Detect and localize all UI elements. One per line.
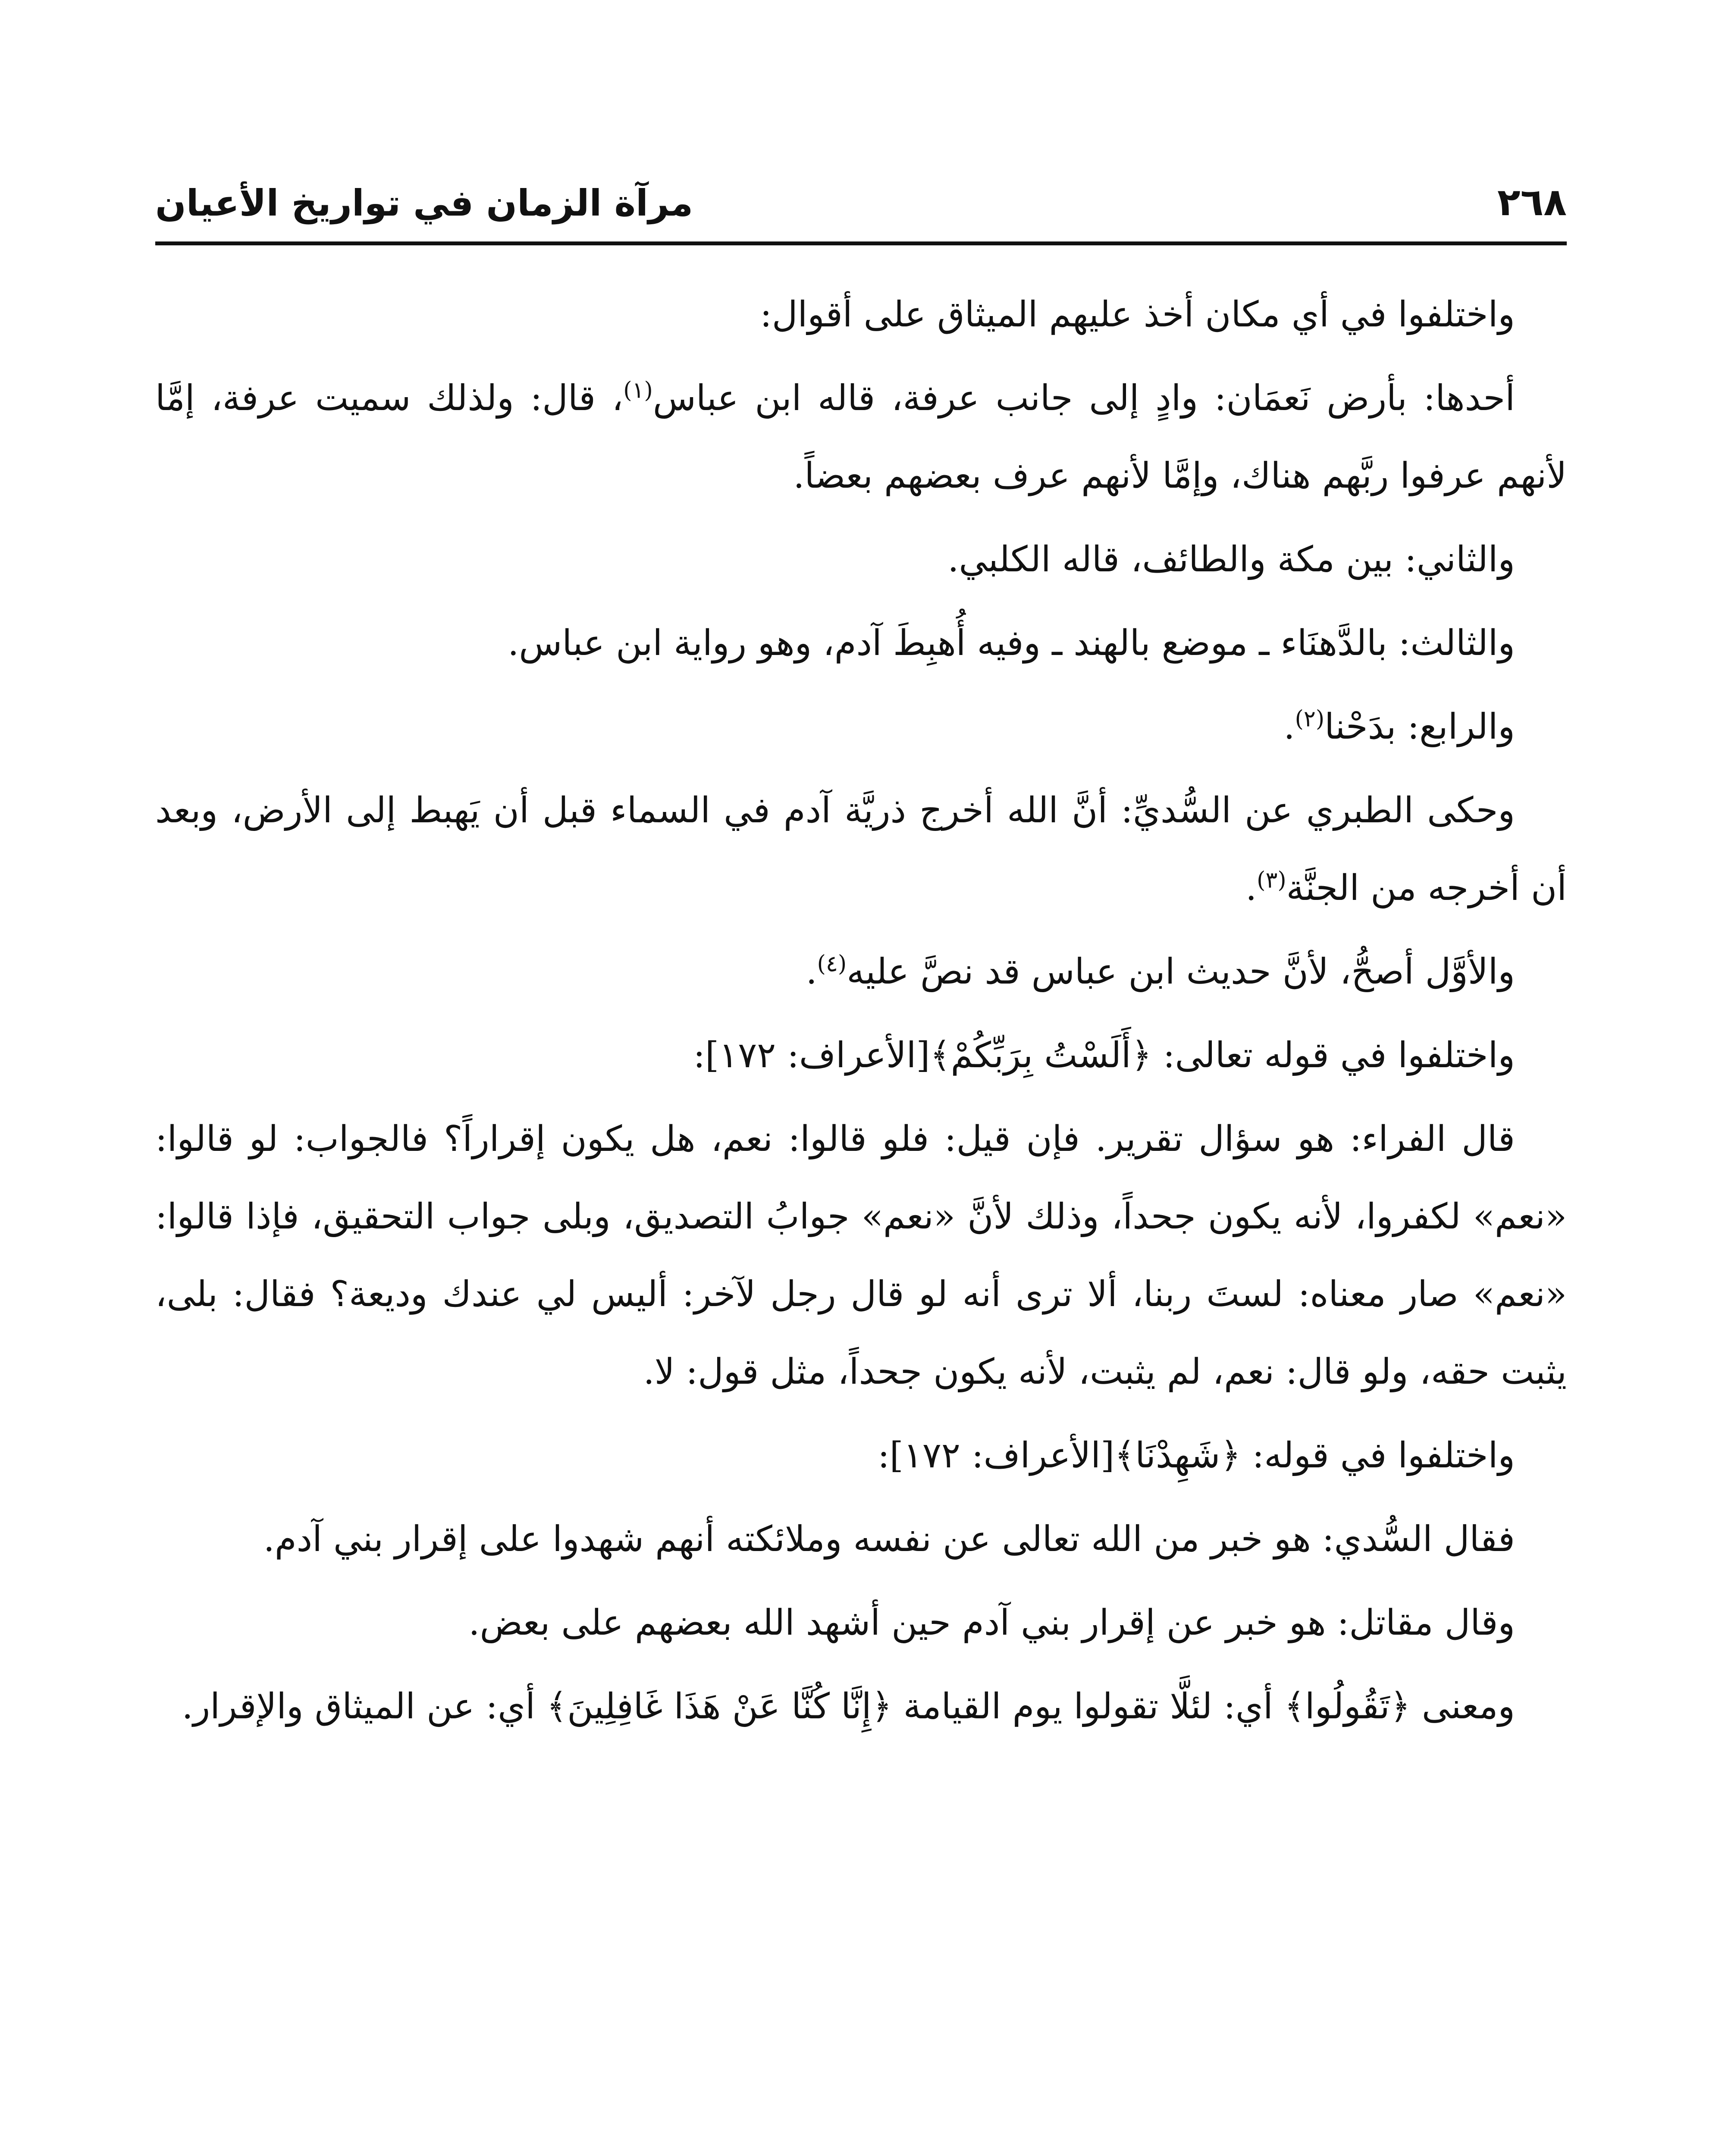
footnote-ref: (٤) [817,951,847,977]
paragraph: أحدها: بأرض نَعمَان: وادٍ إلى جانب عرفة، قاله ابن عباس$^{(١)}$، قال: ولذلك سميت عرفة، إمَّا لأنهم عرفوا ربَّهم هناك، وإمَّا لأنهم عرف بعضهم بعضاً. [155,377,1567,496]
paragraph: والرابع: بدَحْنا$^{(٢)}$. [1283,706,1515,747]
page-header [155,155,1567,224]
footnote-ref: (١) [623,377,653,404]
paragraph: واختلفوا في قوله: ﴿شَهِدْنَا﴾[الأعراف: ١٧٢]: [878,1435,1515,1476]
paragraph: واختلفوا في قوله تعالى: ﴿أَلَسْتُ بِرَبِّكُمْ﴾[الأعراف: ١٧٢]: [693,1035,1515,1076]
paragraph: والثاني: بين مكة والطائف، قاله الكلبي. [947,539,1515,580]
page-number: ٢٦٨ [1497,180,1567,224]
paragraph: وقال مقاتل: هو خبر عن إقرار بني آدم حين أشهد الله بعضهم على بعض. [468,1602,1515,1643]
header-divider [155,241,1567,245]
paragraph: والثالث: بالدَّهنَاء ـ موضع بالهند ـ وفيه أُهبِطَ آدم، وهو رواية ابن عباس. [508,623,1515,664]
footnote-ref: (٢) [1295,706,1325,732]
running-title: مرآة الزمان في تواريخ الأعيان [155,182,693,224]
paragraph: وحكى الطبري عن السُّديِّ: أنَّ الله أخرج ذريَّة آدم في السماء قبل أن يَهبط إلى الأرض، وبعد أن أخرجه من الجنَّة$^{(٣)}$. [155,790,1567,909]
paragraph: قال الفراء: هو سؤال تقرير. فإن قيل: فلو قالوا: نعم، هل يكون إقراراً؟ فالجواب: لو قالوا: «نعم» لكفروا، لأنه يكون جحداً، وذلك لأنَّ «نعم» جوابُ التصديق، وبلى جواب التحقيق، فإذا قالوا: «نعم» صار معناه: لستَ ربنا، ألا ترى أنه لو قال رجل لآخر: أليس لي عندك وديعة؟ فقال: بلى، يثبت حقه، ولو قال: نعم، لم يثبت، لأنه يكون جحداً، مثل قول: لا. [155,1119,1567,1392]
paragraph: واختلفوا في أي مكان أخذ عليهم الميثاق على أقوال: [760,294,1515,335]
paragraph: فقال السُّدي: هو خبر من الله تعالى عن نفسه وملائكته أنهم شهدوا على إقرار بني آدم. [263,1519,1515,1560]
paragraph: والأوَّل أصحُّ، لأنَّ حديث ابن عباس قد نصَّ عليه$^{(٤)}$. [806,951,1515,992]
main-text [155,276,1567,1752]
footnote-ref: (٣) [1257,867,1286,893]
paragraph: ومعنى ﴿تَقُولُوا﴾ أي: لئلَّا تقولوا يوم القيامة ﴿إِنَّا كُنَّا عَنْ هَذَا غَافِلِينَ﴾ أي: عن الميثاق والإقرار. [182,1686,1515,1727]
